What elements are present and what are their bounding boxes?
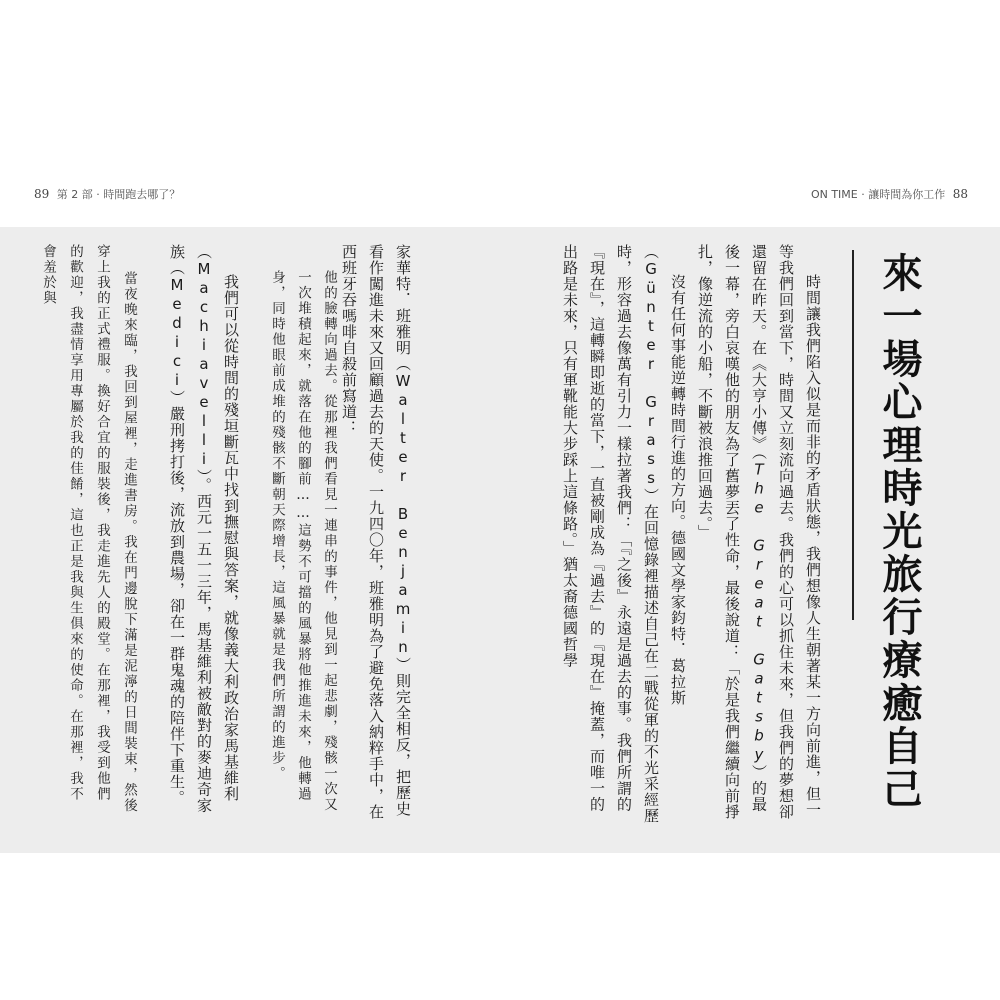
gatsby-title: The Great Gatsby [750,460,768,765]
right-page-body [561,244,826,824]
left-paragraph-2: 我們可以從時間的殘垣斷瓦中找到撫慰與答案，就像義大利政治家馬基維利（Machiavelli）。西元一五一三年，馬基維利被敵對的麥迪奇家族（Medici）嚴刑拷打後，流放到農場，卻在一群鬼魂的陪伴下重生。 [168,244,240,814]
left-paragraph-1: 家華特．班雅明（Walter Benjamin）則完全相反，把歷史看作闖進未來又回顧過去的天使。一九四〇年，班雅明為了避免落入納粹手中，在西班牙吞嗎啡自殺前寫道： [340,244,412,820]
right-paragraph-1: 時間讓我們陷入似是而非的矛盾狀態，我們想像人生朝著某一方向前進，但一等我們回到當下，時間又立刻流向過去。我們的心可以抓住未來，但我們的夢想卻還留在昨天。在《大亨小傳》（The Great Gatsby）的最後一幕，旁白哀嘆他的朋友為了舊夢丟了性命，最後說道：「於是我們繼續向前掙扎，像逆流的小船，不斷被浪推回過去。」 [696,244,822,820]
book-spread [0,227,1000,853]
left-page-header [30,186,180,202]
chapter-title: 來一場心理時光旅行療癒自己 [876,252,922,811]
left-page-number: 89 [34,187,50,201]
title-rule [852,250,854,620]
right-paragraph-2: 沒有任何事能逆轉時間行進的方向。德國文學家鈞特．葛拉斯（Günter Grass）在回憶錄裡描述自己在二戰從軍的不光采經歷時，形容過去像萬有引力一樣拉著我們：「『之後』永遠是過去的事。我們所謂的『現在』，這轉瞬即逝的當下，一直被剛成為『過去』的『現在』掩蓋，而唯一的出路是未來，只有軍靴能大步踩上這條路。」猶太裔德國哲學 [561,244,687,824]
right-book-title: ON TIME · 讓時間為你工作 [810,188,946,201]
right-page-number: 88 [952,187,968,201]
right-page-header [811,186,972,202]
left-quote-2: 當夜晚來臨，我回到屋裡，走進書房。我在門邊脫下滿是泥濘的日間裝束，然後穿上我的正式禮服。換好合宜的服裝後，我走進先人的殿堂。在那裡，我受到他們的歡迎，我盡情享用專屬於我的佳餚，這也正是我與生俱來的使命。在那裡，我不會羞於與 [40,244,137,814]
left-section-title: 第 2 部 · 時間跑去哪了？ [56,188,181,201]
left-quote-1: 他的臉轉向過去。從那裡我們看見一連串的事件，他見到一起悲劇，殘骸一次又一次堆積起來，就落在他的腳前……這勢不可擋的風暴將他推進未來，他轉過身，同時他眼前成堆的殘骸不斷朝天際增長，這風暴就是我們所謂的進步。 [269,270,337,813]
